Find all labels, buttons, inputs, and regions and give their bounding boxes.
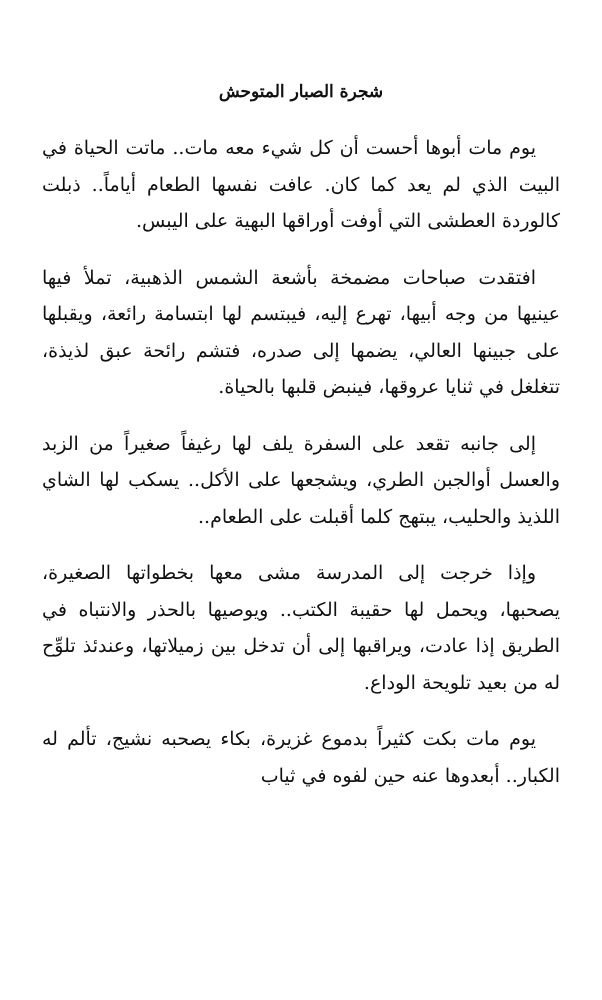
story-title: شجرة الصبار المتوحش	[218, 82, 384, 102]
paragraph-text: افتقدت صباحات مضمخة بأشعة الشمس الذهبية، تملأ فيها عينيها من وجه أبيها، تهرع إليه، فيبتسم لها ابتسامة رائعة، ويقبلها على جبينها العالي، يضمها إلى صدره، فتشم رائحة عبق لذيذة، تتغلغل في ثنايا عروقها، فينبض قلبها بالحياة.	[42, 266, 560, 398]
paragraph-text: يوم مات بكت كثيراً بدموع غزيرة، بكاء يصحبه نشيج، تألم له الكبار.. أبعدوها عنه حين لفوه في ثياب	[42, 728, 560, 787]
paragraph	[42, 555, 560, 701]
paragraph-text: إلى جانبه تقعد على السفرة يلف لها رغيفاً صغيراً من الزبد والعسل أوالجبن الطري، ويشجعها على الأكل.. يسكب لها الشاي اللذيذ والحليب، يبتهج كلما أقبلت على الطعام..	[42, 432, 560, 528]
story-body	[42, 130, 560, 814]
paragraph	[42, 721, 560, 794]
paragraph-text: وإذا خرجت إلى المدرسة مشى معها بخطواتها الصغيرة، يصحبها، ويحمل لها حقيبة الكتب.. ويوصيها بالحذر والانتباه في الطريق إذا عادت، ويراقبها إلى أن تدخل بين زميلاتها، وعندئذ تلوِّح له من بعيد تلويحة الوداع.	[42, 562, 560, 694]
paragraph	[42, 130, 560, 240]
paragraph-text: يوم مات أبوها أحست أن كل شيء معه مات.. ماتت الحياة في البيت الذي لم يعد كما كان. عافت نفسها الطعام أياماً.. ذبلت كالوردة العطشى التي أوفت أوراقها البهية على اليبس.	[42, 137, 560, 232]
paragraph	[42, 260, 560, 406]
paragraph	[42, 426, 560, 536]
